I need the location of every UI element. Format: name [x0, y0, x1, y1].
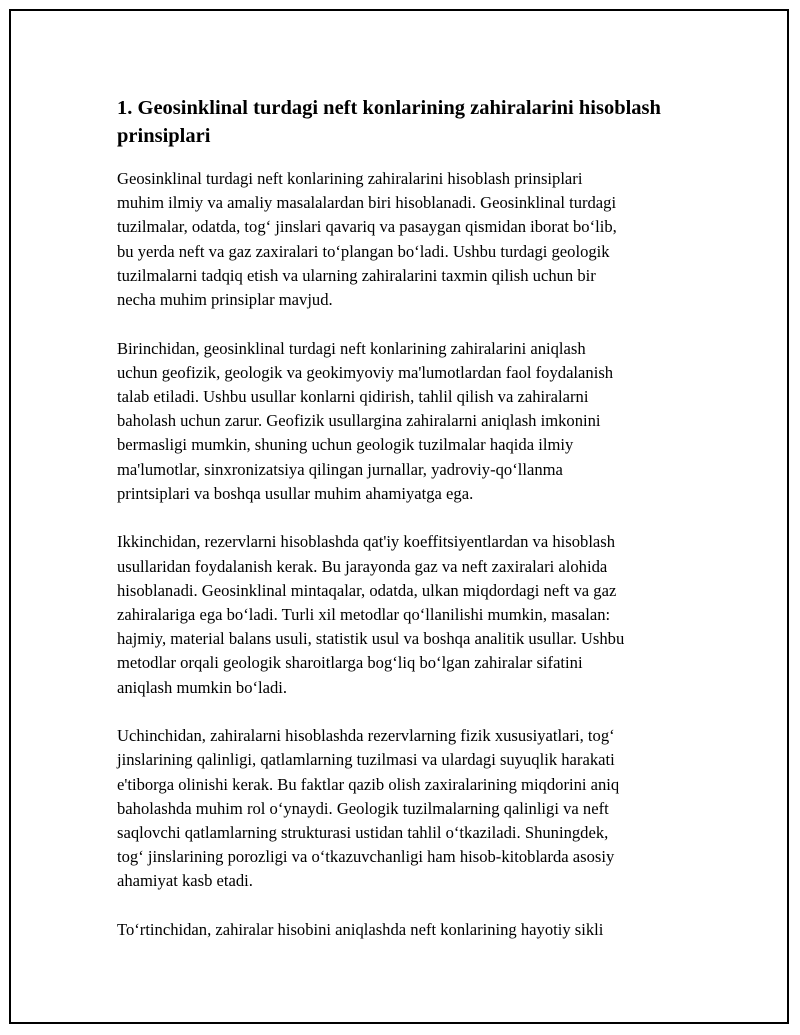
paragraph-first: Birinchidan, geosinklinal turdagi neft konlarining zahiralarini aniqlash uchun geofizik, geologik va geokimyoviy ma'lumotlardan faol foydalanish talab etiladi. Ushbu usullar konlarni qidirish, tahlil qilish va zahiralarni baholash uchun zarur. Geofizik usullargina zahiralarni aniqlash imkonini bermasligi mumkin, shuning uchun geologik tuzilmalar haqida ilmiy ma'lumotlar, sinxronizatsiya qilingan jurnallar, yadroviy-qo‘llanma printsiplari va boshqa usullar muhim ahamiyatga ega.: [117, 338, 614, 503]
document-body: [117, 94, 687, 967]
paragraph-fourth: To‘rtinchidan, zahiralar hisobini aniqlashda neft konlarining hayotiy sikli: [117, 920, 604, 940]
section-heading: 1. Geosinklinal turdagi neft konlarining zahiralarini hisoblash prinsiplari: [117, 97, 661, 147]
paragraph-intro: Geosinklinal turdagi neft konlarining zahiralarini hisoblash prinsiplari muhim ilmiy va amaliy masalalardan biri hisoblanadi. Geosinklinal turdagi tuzilmalar, odatda, tog‘ jinslari qavariq va pasaygan qismidan iborat bo‘lib, bu yerda neft va gaz zaxiralari to‘plangan bo‘ladi. Ushbu turdagi geologik tuzilmalarni tadqiq etish va ularning zahiralarini taxmin qilish uchun bir necha muhim prinsiplar mavjud.: [117, 169, 617, 310]
paragraph-third: Uchinchidan, zahiralarni hisoblashda rezervlarning fizik xususiyatlari, tog‘ jinslarining qalinligi, qatlamlarning tuzilmasi va ulardagi suyuqlik harakati e'tiborga olinishi kerak. Bu faktlar qazib olish zaxiralarining miqdorini aniq baholashda muhim rol o‘ynaydi. Geologik tuzilmalarning qalinligi va neft saqlovchi qatlamlarning strukturasi ustidan tahlil o‘tkaziladi. Shuningdek, tog‘ jinslarining porozligi va o‘tkazuvchanligi ham hisob-kitoblarda asosiy ahamiyat kasb etadi.: [117, 726, 620, 891]
paragraph-second: Ikkinchidan, rezervlarni hisoblashda qat'iy koeffitsiyentlardan va hisoblash usullaridan foydalanish kerak. Bu jarayonda gaz va neft zaxiralari alohida hisoblanadi. Geosinklinal mintaqalar, odatda, ulkan miqdordagi neft va gaz zahiralariga ega bo‘ladi. Turli xil metodlar qo‘llanilishi mumkin, masalan: hajmiy, material balans usuli, statistik usul va boshqa analitik usullar. Ushbu metodlar orqali geologik sharoitlarga bog‘liq bo‘lgan zahiralar sifatini aniqlash mumkin bo‘ladi.: [117, 532, 625, 697]
